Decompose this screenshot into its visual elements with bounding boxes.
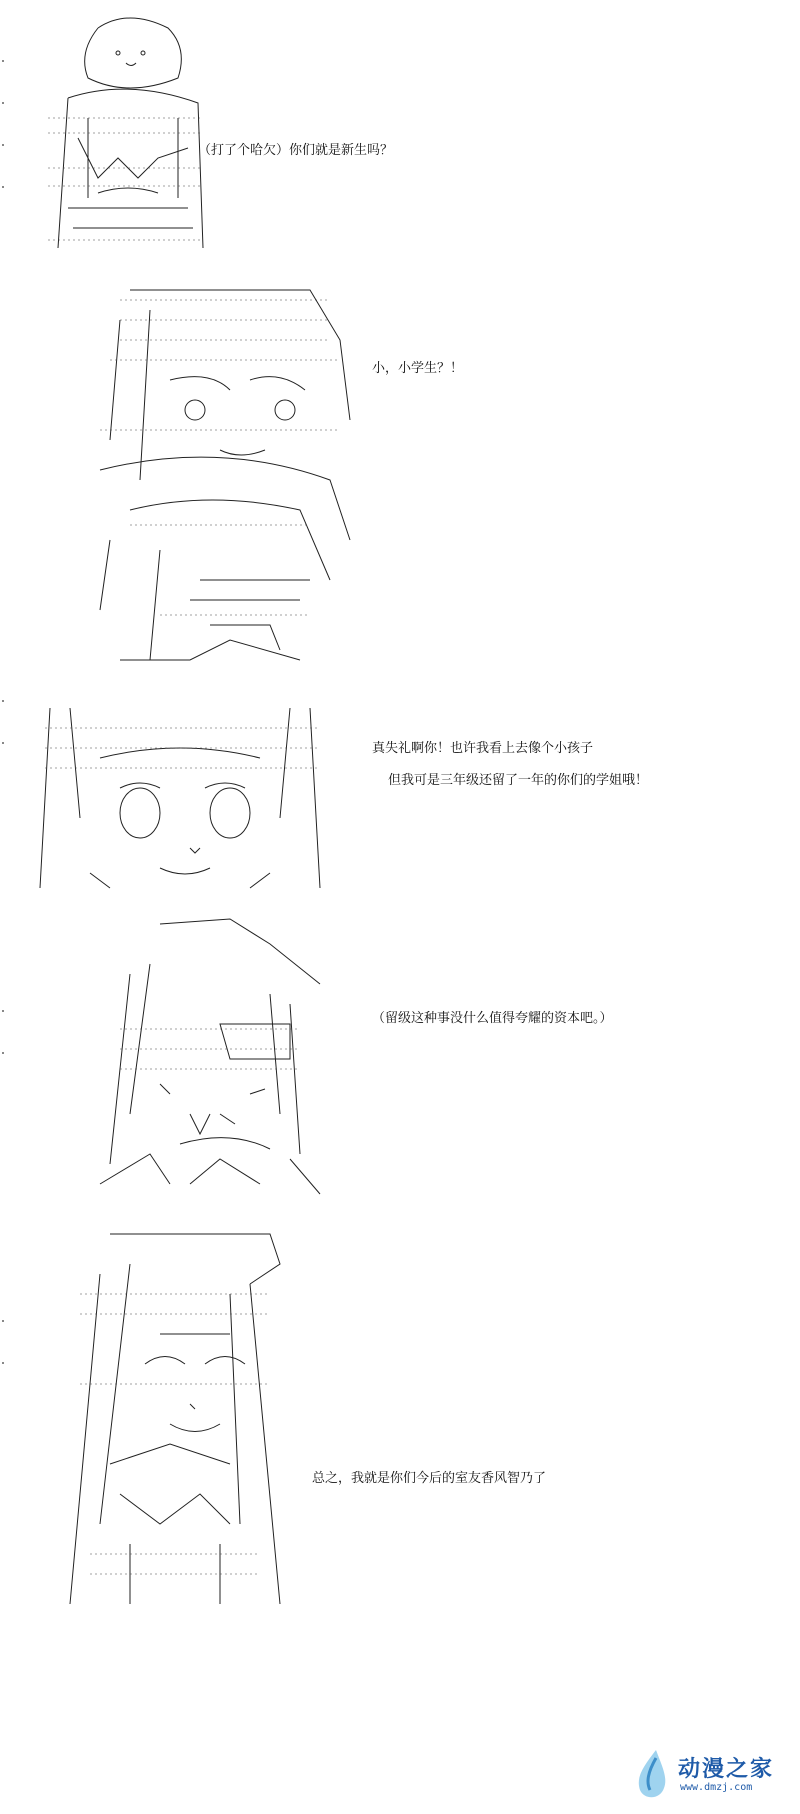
- panel-3: [0, 690, 800, 900]
- panel-1: [0, 0, 800, 270]
- ascii-art-character-4: [90, 914, 330, 1199]
- watermark-text: 动漫之家: [678, 1757, 775, 1782]
- margin-dots: [2, 1010, 4, 1094]
- margin-dots: [2, 60, 4, 228]
- ascii-art-character-5: [50, 1224, 300, 1614]
- ascii-art-character-2: [70, 280, 360, 680]
- dialogue-line: （打了个哈欠）你们就是新生吗？: [198, 143, 394, 158]
- dialogue-line: 总之，我就是你们今后的室友香风智乃了: [312, 1471, 547, 1486]
- dialogue-line: （留级这种事没什么值得夸耀的资本吧。）: [372, 1011, 613, 1026]
- panel-4: [0, 900, 800, 1210]
- dialogue-line: 小，小学生？！: [372, 361, 464, 376]
- watermark-url: www.dmzj.com: [680, 1782, 753, 1793]
- ascii-art-character-1: [28, 8, 208, 258]
- panel-5: [0, 1210, 800, 1814]
- dialogue-line: 真失礼啊你！也许我看上去像个小孩子: [372, 741, 594, 756]
- ascii-art-character-3: [30, 698, 330, 893]
- panel-2: [0, 270, 800, 690]
- margin-dots: [2, 700, 4, 784]
- dialogue-line-2: 但我可是三年级还留了一年的你们的学姐哦！: [388, 773, 649, 788]
- watermark: [632, 1748, 782, 1804]
- margin-dots: [2, 1320, 4, 1404]
- droplet-logo-icon: [632, 1748, 672, 1800]
